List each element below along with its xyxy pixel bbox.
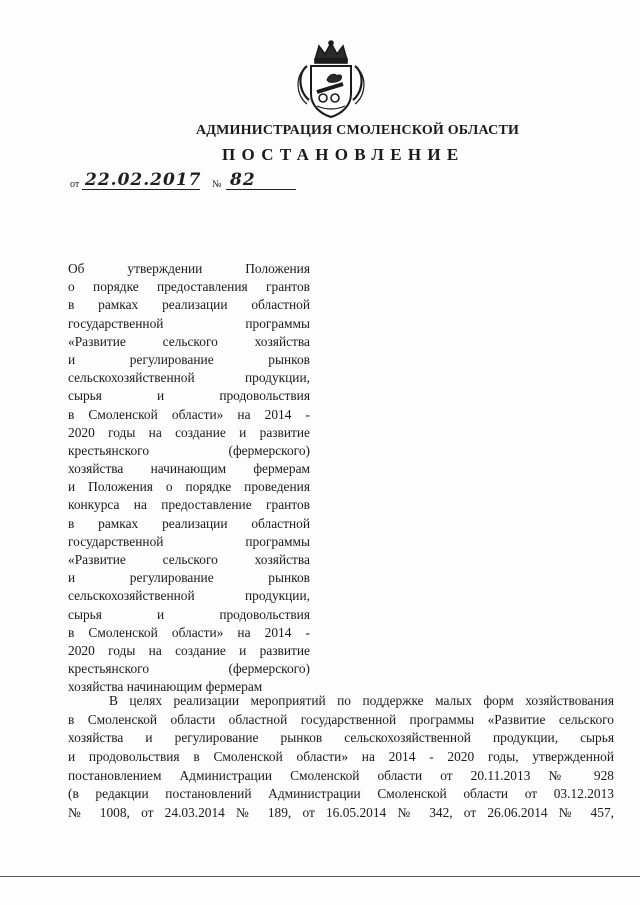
body-line: хозяйства и регулирование рынков сельскохозяйственной продукции, сырья (68, 730, 614, 746)
subject-line: в рамках реализации областной (68, 515, 310, 531)
subject-line: и Положения о порядке проведения (68, 479, 310, 495)
body-line: и продовольствия в Смоленской области» на 2014 - 2020 годы, утвержденной (68, 749, 614, 765)
subject-line: в Смоленской области» на 2014 - (68, 624, 310, 640)
number-label: № (212, 179, 222, 190)
subject-line: в Смоленской области» на 2014 - (68, 406, 310, 422)
body-line: В целях реализации мероприятий по поддержке малых форм хозяйствования (109, 693, 614, 708)
subject-line: конкурса на предоставление грантов (68, 497, 310, 513)
document-body (68, 692, 614, 823)
subject-line: 2020 годы на создание и развитие (68, 424, 310, 440)
subject-line: «Развитие сельского хозяйства (68, 552, 310, 567)
subject-line: в рамках реализации областной (68, 297, 310, 313)
subject-line: крестьянского (фермерского) (68, 442, 310, 458)
page-bottom-edge (0, 876, 640, 877)
body-line: в Смоленской области областной государственной программы «Развитие сельского (68, 711, 614, 727)
body-line: № 1008, от 24.03.2014 № 189, от 16.05.2014 № 342, от 26.06.2014 № 457, (68, 805, 614, 821)
date-label: от (70, 179, 80, 190)
subject-line: сельскохозяйственной продукции, (68, 370, 310, 386)
handwritten-date: 22.02.2017 (85, 170, 202, 190)
body-line: постановлением Администрации Смоленской области от 20.11.2013 № 928 (68, 767, 614, 783)
subject-line: и регулирование рынков (68, 570, 310, 586)
subject-line: государственной программы (68, 315, 310, 331)
subject-line: сырья и продовольствия (68, 606, 310, 622)
subject-line: и регулирование рынков (68, 351, 310, 367)
handwritten-number: 82 (230, 170, 256, 190)
subject-line: хозяйства начинающим фермерам (68, 461, 310, 477)
organization-name: АДМИНИСТРАЦИЯ СМОЛЕНСКОЙ ОБЛАСТИ (196, 123, 520, 138)
subject-line: 2020 годы на создание и развитие (68, 642, 310, 658)
document-type-title: ПОСТАНОВЛЕНИЕ (222, 145, 465, 164)
subject-line: сельскохозяйственной продукции, (68, 588, 310, 604)
subject-line: Об утверждении Положения (68, 261, 310, 276)
document-subject (68, 260, 310, 697)
subject-line: сырья и продовольствия (68, 388, 310, 404)
subject-line: крестьянского (фермерского) (68, 661, 310, 677)
coat-of-arms-icon (293, 40, 369, 120)
date-number-line (70, 170, 320, 192)
subject-line: «Развитие сельского хозяйства (68, 333, 310, 349)
subject-line: государственной программы (68, 533, 310, 549)
subject-line: хозяйства начинающим фермерам (68, 679, 263, 695)
subject-line: о порядке предоставления грантов (68, 279, 310, 295)
body-line: (в редакции постановлений Администрации Смоленской области от 03.12.2013 (68, 786, 614, 802)
